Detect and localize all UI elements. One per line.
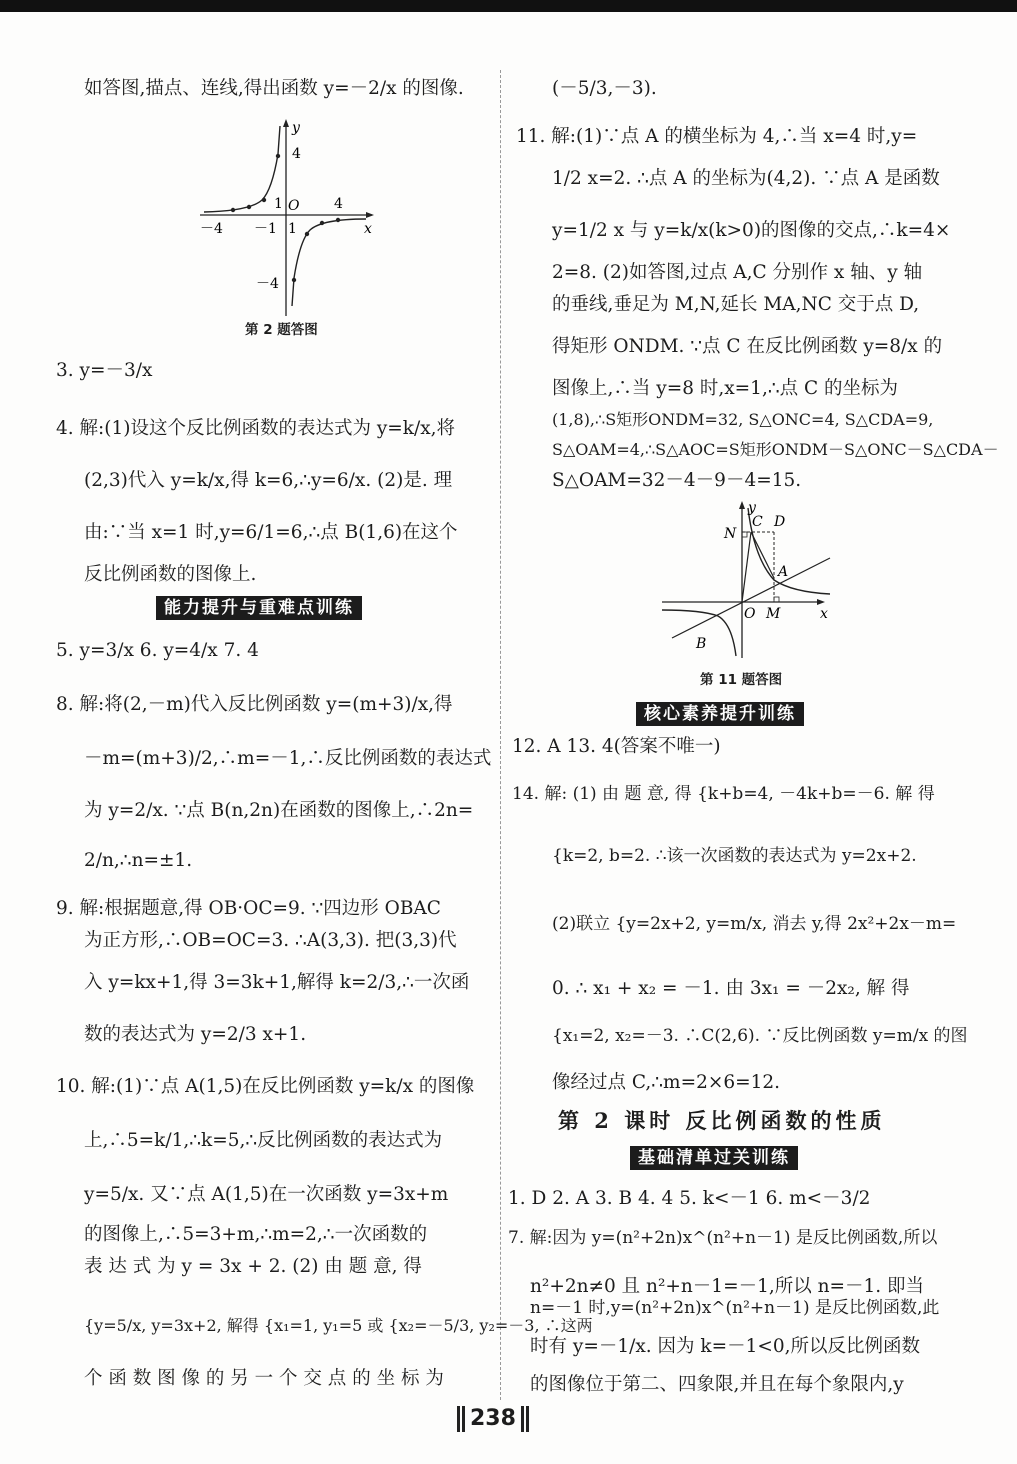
tick-label: 1 <box>274 196 283 212</box>
figure-caption: 第 11 题答图 <box>700 672 783 688</box>
figure-q2-graph <box>200 116 380 316</box>
text-line: 得矩形 ONDM. ∵点 C 在反比例函数 y=8/x 的 <box>552 336 943 357</box>
text-line: 7. 解:因为 y=(n²+2n)x^(n²+n－1) 是反比例函数,所以 <box>508 1228 938 1248</box>
tick-label: －4 <box>200 221 223 237</box>
text-line: (2,3)代入 y=k/x,得 k=6,∴y=6/x. (2)是. 理 <box>84 470 453 491</box>
text-line: (－5/3,－3). <box>552 78 657 99</box>
text-line: 1. D 2. A 3. B 4. 4 5. k<－1 6. m<－3/2 <box>508 1188 871 1209</box>
text-line: －m=(m+3)/2,∴m=－1,∴反比例函数的表达式 <box>84 748 492 769</box>
text-line: 12. A 13. 4(答案不唯一) <box>512 736 721 757</box>
text-line: 8. 解:将(2,－m)代入反比例函数 y=(m+3)/x,得 <box>56 694 453 715</box>
point-label: D <box>774 514 786 530</box>
text-line: {x₁=2, x₂=－3. ∴C(2,6). ∵反比例函数 y=m/x 的图 <box>552 1026 968 1046</box>
decor-bar <box>526 1406 529 1432</box>
y-axis-arrow <box>283 119 289 127</box>
text-line: y=1/2 x 与 y=k/x(k>0)的图像的交点,∴k=4× <box>552 220 951 241</box>
plot-point <box>276 154 280 158</box>
text-line: n²+2n≠0 且 n²+n－1=－1,所以 n=－1. 即当 <box>530 1276 925 1297</box>
text-line: 1/2 x=2. ∴点 A 的坐标为(4,2). ∵点 A 是函数 <box>552 168 940 189</box>
curve-branch-iv <box>292 219 366 306</box>
x-axis-label: x <box>820 606 828 622</box>
text-line: {y=5/x, y=3x+2, 解得 {x₁=1, y₁=5 或 {x₂=－5/3, y₂=－3, ∴这两 <box>84 1316 593 1335</box>
plot-point <box>336 218 340 222</box>
text-line: n=－1 时,y=(n²+2n)x^(n²+n－1) 是反比例函数,此 <box>530 1298 940 1318</box>
text-line: 图像上,∴当 y=8 时,x=1,∴点 C 的坐标为 <box>552 378 899 399</box>
text-line: (2)联立 {y=2x+2, y=m/x, 消去 y,得 2x²+2x－m= <box>552 914 957 934</box>
text-line: 数的表达式为 y=2/3 x+1. <box>84 1024 307 1045</box>
text-line: S△OAM=32－4－9－4=15. <box>552 470 802 491</box>
text-line: 如答图,描点、连线,得出函数 y=－2/x 的图像. <box>84 78 464 99</box>
x-axis-arrow <box>366 212 374 218</box>
tick-label: －4 <box>256 276 279 292</box>
text-line: {k=2, b=2. ∴该一次函数的表达式为 y=2x+2. <box>552 846 917 866</box>
section-banner: 基础清单过关训练 <box>630 1146 798 1170</box>
top-edge-bar <box>0 0 1017 12</box>
right-angle-mark <box>774 597 779 602</box>
text-line: 表 达 式 为 y = 3x + 2. (2) 由 题 意, 得 <box>84 1256 422 1277</box>
text-line: 2=8. (2)如答图,过点 A,C 分别作 x 轴、y 轴 <box>552 262 923 283</box>
origin-label: O <box>744 606 756 622</box>
text-line: 像经过点 C,∴m=2×6=12. <box>552 1072 781 1093</box>
right-angle-mark <box>742 532 747 537</box>
text-line: 2/n,∴n=±1. <box>84 850 193 871</box>
tick-label: 1 <box>288 221 297 237</box>
y-axis-label: y <box>292 120 300 136</box>
segment-OC <box>742 532 751 602</box>
text-line: 时有 y=－1/x. 因为 k=－1<0,所以反比例函数 <box>530 1336 921 1357</box>
text-line: 11. 解:(1)∵点 A 的横坐标为 4,∴当 x=4 时,y= <box>516 126 918 147</box>
text-line: 的图像位于第二、四象限,并且在每个象限内,y <box>530 1374 904 1395</box>
plot-point <box>292 278 296 282</box>
text-line: (1,8),∴S矩形ONDM=32, S△ONC=4, S△CDA=9, <box>552 410 934 429</box>
plot-point <box>247 205 251 209</box>
text-line: 个 函 数 图 像 的 另 一 个 交 点 的 坐 标 为 <box>84 1368 444 1389</box>
section-banner: 核心素养提升训练 <box>636 702 804 726</box>
text-line: 由:∵当 x=1 时,y=6/1=6,∴点 B(1,6)在这个 <box>84 522 458 543</box>
tick-label: －1 <box>254 221 277 237</box>
figure-caption: 第 2 题答图 <box>245 322 318 338</box>
point-label: N <box>724 526 737 542</box>
page-number-text: 238 <box>470 1406 516 1431</box>
text-line: 3. y=－3/x <box>56 360 153 381</box>
text-line: 为 y=2/x. ∵点 B(n,2n)在函数的图像上,∴2n= <box>84 800 474 821</box>
decor-bar <box>521 1406 524 1432</box>
y-axis-arrow <box>739 501 745 509</box>
point-label: A <box>778 564 789 580</box>
text-line: 5. y=3/x 6. y=4/x 7. 4 <box>56 640 259 661</box>
text-line: S△OAM=4,∴S△AOC=S矩形ONDM－S△ONC－S△CDA－ <box>552 440 999 459</box>
text-line: 10. 解:(1)∵点 A(1,5)在反比例函数 y=k/x 的图像 <box>56 1076 475 1097</box>
lesson-title: 第 2 课时 反比例函数的性质 <box>558 1108 886 1133</box>
plot-point <box>231 208 235 212</box>
text-line: 的垂线,垂足为 M,N,延长 MA,NC 交于点 D, <box>552 294 920 315</box>
curve-branch-ii <box>204 126 280 212</box>
tick-label: 4 <box>334 196 343 212</box>
tick-label: 4 <box>292 146 301 162</box>
column-divider <box>500 70 501 1400</box>
point-label: B <box>696 636 707 652</box>
plot-point <box>320 221 324 225</box>
figure-q11-graph <box>662 498 842 658</box>
text-line: 为正方形,∴OB=OC=3. ∴A(3,3). 把(3,3)代 <box>84 930 457 951</box>
page-number <box>456 1404 530 1434</box>
plot-point <box>305 232 309 236</box>
point-label: C <box>752 514 763 530</box>
line-y-half-x <box>672 558 830 638</box>
decor-bar <box>462 1406 465 1432</box>
origin-label: O <box>288 198 300 214</box>
point-label: M <box>766 606 781 622</box>
text-line: 入 y=kx+1,得 3=3k+1,解得 k=2/3,∴一次函 <box>84 972 470 993</box>
text-line: y=5/x. 又∵点 A(1,5)在一次函数 y=3x+m <box>84 1184 449 1205</box>
text-line: 0. ∴ x₁ + x₂ = －1. 由 3x₁ = －2x₂, 解 得 <box>552 978 910 999</box>
text-line: 4. 解:(1)设这个反比例函数的表达式为 y=k/x,将 <box>56 418 456 439</box>
plot-point <box>262 198 266 202</box>
text-line: 上,∴5=k/1,∴k=5,∴反比例函数的表达式为 <box>84 1130 443 1151</box>
x-axis-arrow <box>817 599 825 605</box>
text-line: 9. 解:根据题意,得 OB·OC=9. ∵四边形 OBAC <box>56 898 441 919</box>
x-axis-label: x <box>364 221 372 237</box>
text-line: 的图像上,∴5=3+m,∴m=2,∴一次函数的 <box>84 1224 428 1245</box>
text-line: 反比例函数的图像上. <box>84 564 257 585</box>
decor-bar <box>457 1406 460 1432</box>
text-line: 14. 解: (1) 由 题 意, 得 {k+b=4, －4k+b=－6. 解 得 <box>512 784 935 804</box>
point-label: y <box>748 500 756 516</box>
section-banner: 能力提升与重难点训练 <box>156 596 362 620</box>
